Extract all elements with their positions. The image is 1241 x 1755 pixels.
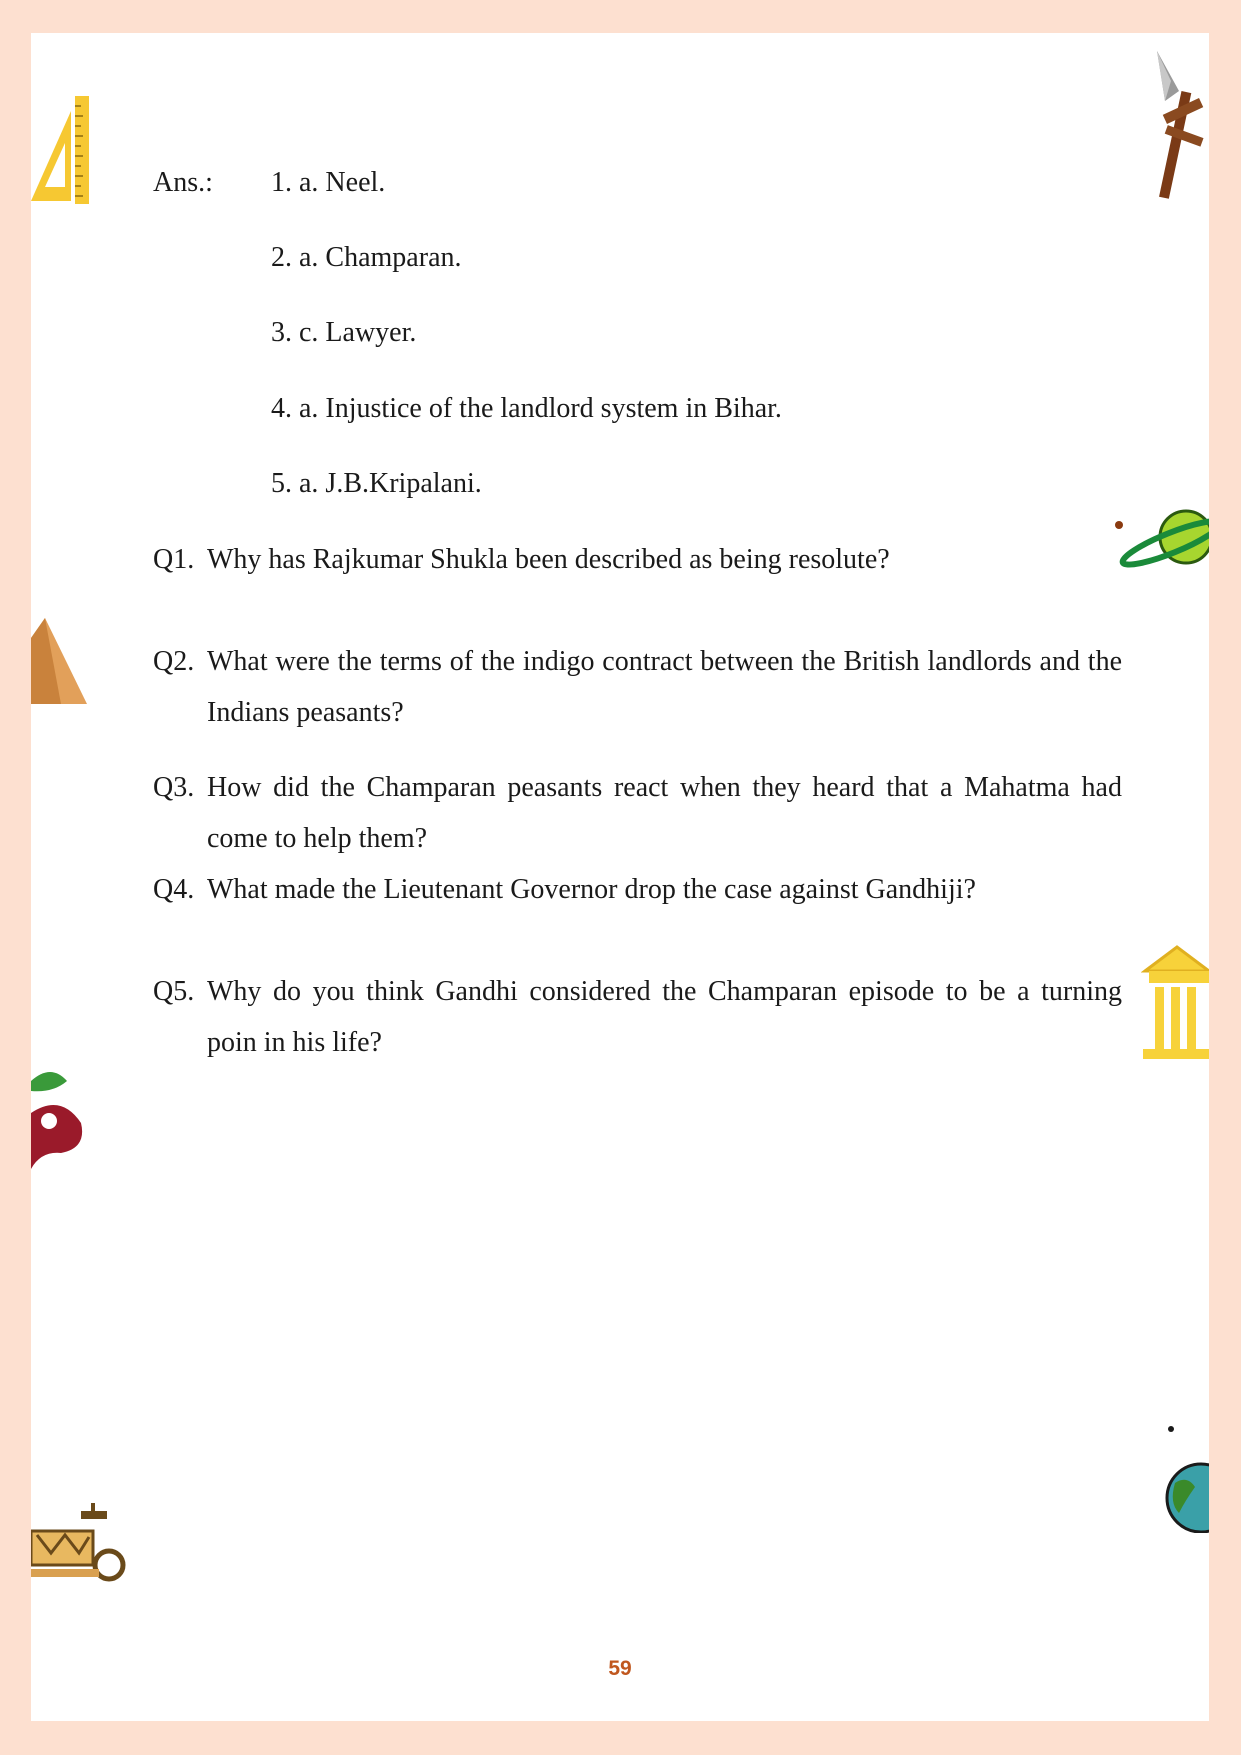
document-page <box>31 33 1209 1721</box>
cart-icon <box>31 1503 126 1588</box>
question-number: Q1. <box>153 544 195 575</box>
planet-icon <box>1111 503 1209 573</box>
answer-item: 5. a. J.B.Kripalani. <box>271 468 482 499</box>
answer-item: 1. a. Neel. <box>271 167 386 198</box>
question-number: Q2. <box>153 646 195 677</box>
question-text: What were the terms of the indigo contract between the British landlords and the Indians peasants? <box>207 646 1122 728</box>
question-number: Q5. <box>153 976 195 1007</box>
answer-item: 4. a. Injustice of the landlord system in Bihar. <box>271 393 782 424</box>
question-text: How did the Champaran peasants react when they heard that a Mahatma had come to help them? <box>207 772 1122 854</box>
fruit-icon <box>31 1063 87 1173</box>
question-text: Why has Rajkumar Shukla been described as being resolute? <box>207 544 890 575</box>
answers-label: Ans.: <box>153 167 213 198</box>
spear-icon <box>1151 51 1209 201</box>
question-text: Why do you think Gandhi considered the Champaran episode to be a turning poin in his life? <box>207 976 1122 1058</box>
ruler-icon <box>31 91 103 206</box>
page-number: 59 <box>608 1657 632 1680</box>
question-text: What made the Lieutenant Governor drop the case against Gandhiji? <box>207 874 976 905</box>
question-number: Q3. <box>153 772 195 803</box>
question-number: Q4. <box>153 874 195 905</box>
globe-icon <box>1161 1423 1209 1533</box>
pillar-icon <box>1141 943 1209 1063</box>
pyramid-icon <box>31 618 87 708</box>
answer-item: 2. a. Champaran. <box>271 242 462 273</box>
answer-item: 3. c. Lawyer. <box>271 317 417 348</box>
